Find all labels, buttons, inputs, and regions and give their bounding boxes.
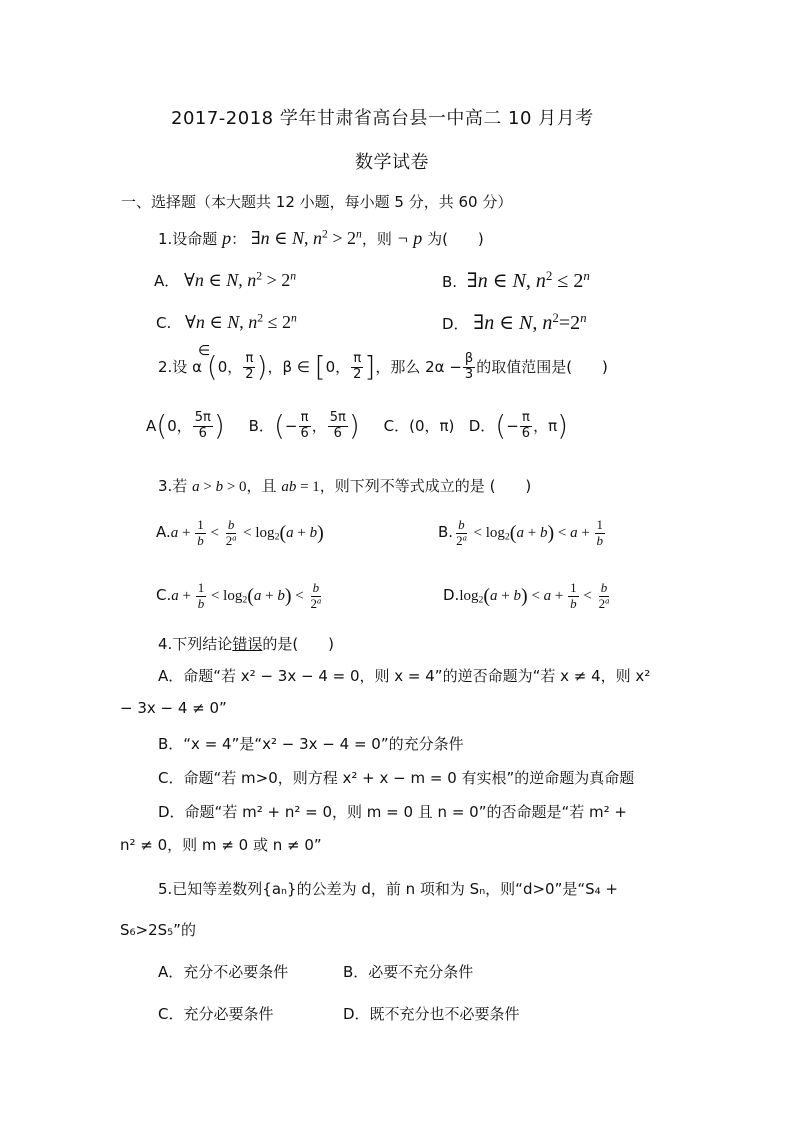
q2-d-label: D． — [468, 416, 496, 435]
q5-option-d: D．既不充分也不必要条件 — [343, 1005, 520, 1023]
q1-option-d — [442, 310, 587, 335]
q3-d-label: D. — [443, 585, 460, 604]
q2-a-label: A — [146, 416, 157, 435]
q3-option-b: B. $\frac{b}{2^a}$ < $\log_2(a + b) < a$ + $\frac{1}{b}$ — [438, 517, 604, 548]
q2-mid: ，β ∈ — [267, 357, 310, 376]
q1-c-label: C. — [156, 314, 172, 332]
q4-b-line: B．“x = 4”是“x² − 3x − 4 = 0”的充分条件 — [158, 735, 464, 753]
page-subtitle: 数学试卷 — [355, 152, 429, 173]
q5-option-b: B．必要不充分条件 — [343, 963, 474, 981]
q4-c-line: C．命题“若 m>0，则方程 x² + x − m = 0 有实根”的逆命题为真命题 — [158, 769, 635, 787]
q1-d-math: ∃n ∈ N, $n^2=2^n$ — [473, 309, 587, 334]
q1-b-math: ∃n ∈ N, $n^2 \le 2^n$ — [461, 267, 590, 292]
q1-option-a — [154, 270, 296, 291]
q1-ask: 为( ) — [422, 230, 484, 248]
q1-neg: ¬ p — [396, 228, 423, 248]
q3-option-d: $D.\log_2(a + b) < a$ + $\frac{1}{b}$ < $\frac{b}{2^a}$ — [443, 580, 610, 611]
q2-in-symbol: ∈ — [198, 343, 211, 359]
q1-option-b — [442, 268, 590, 293]
q2-b-label: B． — [248, 416, 274, 435]
q5-option-a: A．充分不必要条件 — [158, 963, 289, 981]
q3-stem-mid: ，且 — [246, 477, 277, 495]
q4-d-line2: n² ≠ 0，则 m ≠ 0 或 n ≠ 0” — [120, 836, 322, 854]
q4-stem-b: 的是( ) — [262, 635, 335, 653]
q1-p: p — [222, 228, 232, 248]
q1-stem — [158, 228, 484, 249]
q3-stem-prefix: 3.若 — [158, 477, 188, 495]
q1-d-label: D． — [442, 315, 469, 333]
q4-stem — [158, 633, 334, 654]
q4-stem-wrong: 错误 — [232, 635, 263, 653]
q4-stem-a: 4.下列结论 — [158, 635, 233, 653]
q5-line1: 5.已知等差数列{aₙ}的公差为 d，前 n 项和为 Sₙ，则“d>0”是“S₄ + — [158, 880, 618, 898]
q2-ask: 的取值范围是( ) — [476, 357, 608, 376]
q1-colon: ： — [231, 230, 247, 248]
page-title: 2017-2018 学年甘肃省高台县一中高二 10 月月考 — [171, 108, 594, 129]
q3-stem-tail: ，则下列不等式成立的是 ( ) — [319, 477, 532, 495]
q4-d-line1: D．命题“若 m² + n² = 0，则 m = 0 且 n = 0”的否命题是“若 m² + — [158, 803, 627, 821]
q2-tail: ，那么 2α − — [375, 357, 462, 376]
q1-option-c — [156, 312, 297, 333]
q3-a-label: A. — [156, 522, 171, 541]
q3-stem: 3.若 a > b > 0，且 ab = 1，则下列不等式成立的是 ( ) — [158, 477, 532, 495]
q1-b-label: B. — [442, 273, 458, 291]
q1-a-math: ∀n ∈ N, $n^2 > 2^n$ — [184, 269, 297, 290]
q3-c-label: C. — [156, 585, 172, 604]
q1-prefix: 1.设命题 — [158, 230, 218, 248]
q1-proposition: ∃n ∈ N, $n^2 > 2^n$ — [250, 227, 362, 248]
q2-prefix: 2.设 α — [158, 357, 202, 376]
q2-options: A(0， $\frac{5\pi}{6}$ ) B．(− $\frac{\pi}{6}$ ， $\frac{5\pi}{6}$ ) C．(0，π) D．(− $\frac{\pi}{6}$ ，π) — [146, 409, 569, 443]
q2-c-text: C．(0，π) — [383, 416, 455, 435]
q4-a-line2: − 3x − 4 ≠ 0” — [120, 699, 227, 717]
q5-option-c: C．充分必要条件 — [158, 1005, 274, 1023]
q5-line2: S₆>2S₅”的 — [120, 921, 196, 939]
q3-option-a: A.a + $\frac{1}{b}$ < $\frac{b}{2^a}$ < $\log_2(a + b)$ — [156, 517, 324, 548]
q1-stem-tail: ，则 — [361, 230, 392, 248]
q1-a-label: A． — [154, 272, 180, 290]
q1-c-math: ∀n ∈ N, $n^2 \le 2^n$ — [176, 311, 297, 332]
q3-b-label: B. — [438, 522, 454, 541]
section-heading: 一、选择题（本大题共 12 小题，每小题 5 分，共 60 分） — [121, 193, 513, 211]
q3-option-c: C.a + $\frac{1}{b}$ < $\log_2(a + b)$ < $\frac{b}{2^a}$ — [156, 580, 322, 611]
q4-a-line1: A．命题“若 x² − 3x − 4 = 0，则 x = 4”的逆否命题为“若 x ≠ 4，则 x² — [158, 667, 651, 685]
q2-stem: 2.设 α (0， $\frac{\pi}{2}$ )，β ∈ [0， $\frac{\pi}{2}$ ]，那么 2α − $\frac{\beta}{3}$ 的取值范围是( ) — [158, 350, 608, 384]
